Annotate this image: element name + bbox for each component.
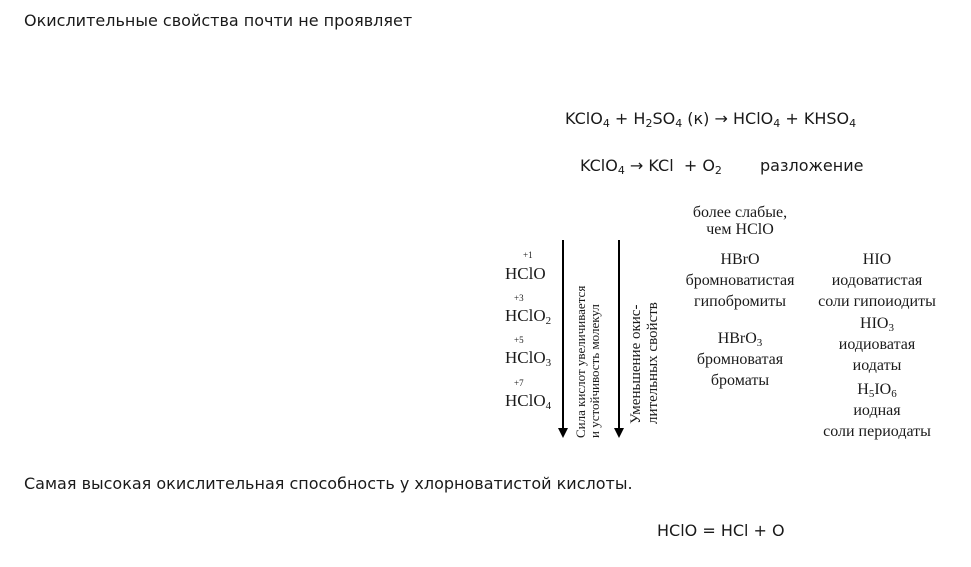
iodine-acid-hio3: $HIO_3$ иодиоватая иодаты bbox=[838, 315, 916, 374]
equation-kclo4-decomposition bbox=[580, 156, 722, 175]
iodine-acid-h5io6: $H_5IO_6$ иодная соли периодаты bbox=[823, 381, 931, 440]
formula-hclo4: HClO$_4$ bbox=[505, 391, 552, 412]
eq2-reactant: KClO bbox=[580, 156, 618, 175]
iodine-acid-hio: HIO иодоватистая соли гипоиодиты bbox=[818, 251, 936, 310]
eq2-arrow: → bbox=[624, 156, 649, 175]
strength-arrow-label: Сила кислот увеличивается и устойчивость молекул bbox=[573, 285, 602, 438]
eq1-reactant2-note: (к) bbox=[682, 109, 710, 128]
strength-arrow-line bbox=[562, 240, 564, 428]
intro-text: Окислительные свойства почти не проявляет bbox=[24, 11, 413, 30]
eq2-product2: O bbox=[702, 156, 715, 175]
strength-arrow-head bbox=[558, 428, 568, 438]
equation-hclo-decomposition: HClO = HCl + O bbox=[657, 521, 785, 540]
eq1-reactant2-sub2: 4 bbox=[675, 117, 683, 130]
eq2-label: разложение bbox=[760, 156, 864, 175]
oxidizing-arrow-label: Уменьшение окис- лительных свойств bbox=[628, 302, 661, 424]
eq1-plus1: + bbox=[609, 109, 634, 128]
eq1-reactant2-sub1: 2 bbox=[645, 117, 653, 130]
oxidizing-arrow-line bbox=[618, 240, 620, 428]
eq1-plus2: + bbox=[780, 109, 804, 128]
eq1-reactant2b: SO bbox=[652, 109, 676, 128]
equation-kclo4-h2so4 bbox=[565, 109, 856, 128]
oxidizing-arrow-head bbox=[614, 428, 624, 438]
ox-state-3: +3 bbox=[514, 293, 524, 303]
bromine-header: более слабые, чем HClO bbox=[692, 204, 788, 238]
bromine-acid-hbro3: HBrO$_3$ бромноватая броматы bbox=[696, 330, 784, 389]
eq2-reactant-sub: 4 bbox=[617, 164, 625, 177]
eq2-product1: KCl bbox=[648, 156, 674, 175]
ox-state-5: +5 bbox=[514, 335, 524, 345]
eq1-reactant1: KClO bbox=[565, 109, 603, 128]
eq1-arrow: → bbox=[709, 109, 733, 128]
formula-hclo2: HClO$_2$ bbox=[505, 306, 552, 327]
eq1-product1: HClO bbox=[733, 109, 774, 128]
formula-hclo: HClO bbox=[505, 264, 546, 283]
ox-state-1: +1 bbox=[523, 250, 533, 260]
eq2-product2-sub: 2 bbox=[714, 164, 722, 177]
conclusion-text: Самая высокая окислительная способность у хлорноватистой кислоты. bbox=[24, 474, 633, 493]
eq2-plus: + bbox=[673, 156, 703, 175]
eq1-product2: KHSO bbox=[803, 109, 850, 128]
eq1-product2-sub: 4 bbox=[849, 117, 857, 130]
eq1-product1-sub: 4 bbox=[773, 117, 781, 130]
bromine-acid-hbro: HBrO бромноватистая гипобромиты bbox=[685, 251, 795, 310]
ox-state-7: +7 bbox=[514, 378, 524, 388]
eq1-reactant2a: H bbox=[633, 109, 646, 128]
eq1-reactant1-sub: 4 bbox=[602, 117, 610, 130]
formula-hclo3: HClO$_3$ bbox=[505, 348, 552, 369]
